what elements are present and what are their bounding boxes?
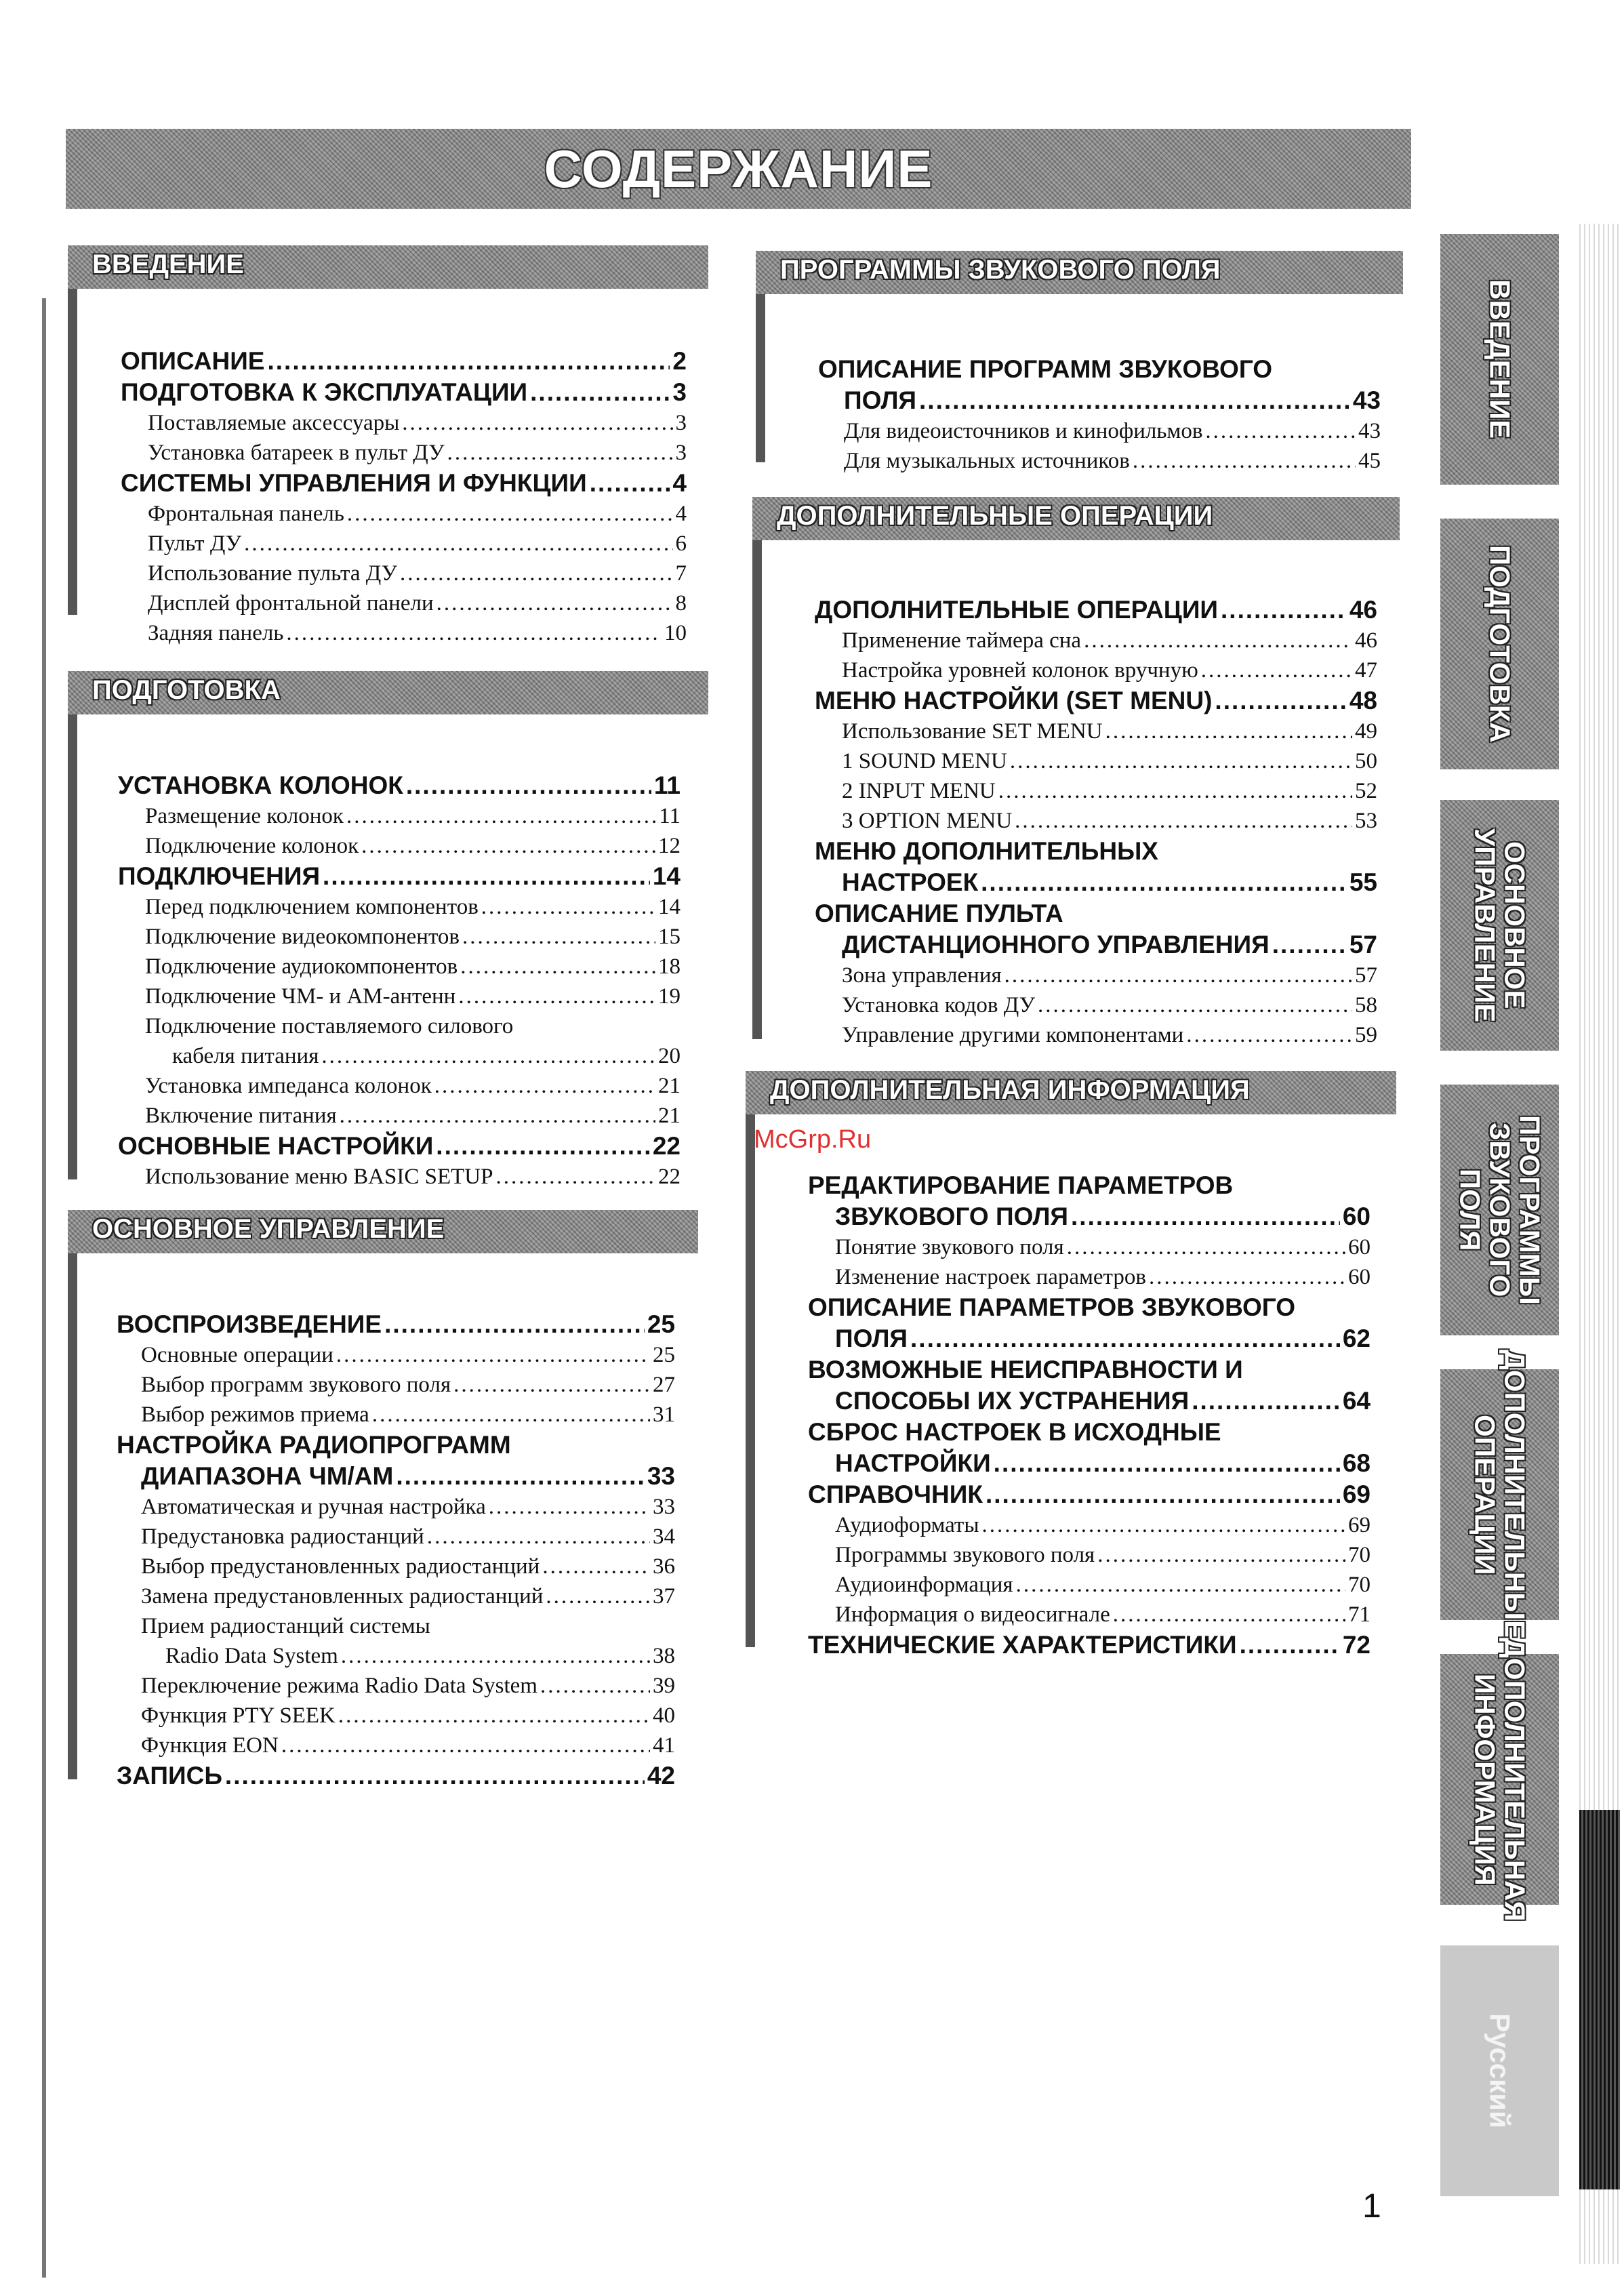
toc-entry[interactable]: Аудиоформаты ..... 69 [808, 1513, 1371, 1538]
toc-entry[interactable]: Перед подключением компонентов ..... 14 [118, 895, 681, 920]
toc-entry[interactable]: Установка кодов ДУ ..... 58 [815, 993, 1377, 1018]
side-tab-osnovnoe[interactable]: ОСНОВНОЕ УПРАВЛЕНИЕ [1440, 800, 1559, 1051]
section-header: ДОПОЛНИТЕЛЬНЫЕ ОПЕРАЦИИ [752, 497, 1400, 540]
section-programmy [756, 251, 1403, 473]
toc-entry[interactable]: Выбор программ звукового поля ..... 27 [117, 1373, 675, 1398]
toc-entry[interactable]: Включение питания ..... 21 [118, 1104, 681, 1129]
section-header: ПРОГРАММЫ ЗВУКОВОГО ПОЛЯ [756, 251, 1403, 294]
section-dop-operacii [752, 497, 1400, 1047]
toc-entry[interactable]: УСТАНОВКА КОЛОНОК ..... 11 [118, 771, 681, 800]
toc-entry[interactable]: Фронтальная панель ..... 4 [121, 502, 687, 527]
toc-entry[interactable]: Для музыкальных источников ..... 45 [818, 449, 1381, 474]
toc-entry[interactable]: Понятие звукового поля ..... 60 [808, 1235, 1371, 1260]
toc-entry[interactable]: ОСНОВНЫЕ НАСТРОЙКИ ..... 22 [118, 1132, 681, 1160]
section-header: ВВЕДЕНИЕ [68, 245, 708, 289]
section-vvedenie [68, 245, 708, 645]
toc-entry-line[interactable]: СБРОС НАСТРОЕК В ИСХОДНЫЕ [808, 1418, 1221, 1446]
toc-entry[interactable]: Пульт ДУ ..... 6 [121, 531, 687, 557]
toc-entry[interactable]: Установка импеданса колонок ..... 21 [118, 1074, 681, 1099]
toc-entry[interactable]: Применение таймера сна ..... 46 [815, 628, 1377, 653]
toc-entry[interactable]: 2 INPUT MENU ..... 52 [815, 779, 1377, 804]
section-bar [752, 497, 762, 1039]
toc-entry[interactable]: СИСТЕМЫ УПРАВЛЕНИЯ И ФУНКЦИИ ..... 4 [121, 469, 687, 498]
toc-entry-line[interactable]: МЕНЮ ДОПОЛНИТЕЛЬНЫХ [815, 837, 1158, 865]
side-tab-dop-operacii[interactable]: ДОПОЛНИТЕЛЬНЫЕ ОПЕРАЦИИ [1440, 1369, 1559, 1620]
side-tab-podgotovka[interactable]: ПОДГОТОВКА [1440, 519, 1559, 769]
toc-entry[interactable]: Подключение колонок ..... 12 [118, 834, 681, 859]
toc-entry[interactable]: Замена предустановленных радиостанций ..... 37 [117, 1584, 675, 1609]
toc-entry[interactable]: СПОСОБЫ ИХ УСТРАНЕНИЯ ..... 64 [808, 1387, 1371, 1415]
toc-entry[interactable]: 1 SOUND MENU ..... 50 [815, 749, 1377, 774]
toc-entry[interactable]: Дисплей фронтальной панели ..... 8 [121, 591, 687, 616]
toc-entry[interactable]: Переключение режима Radio Data System ..... 39 [117, 1674, 675, 1699]
toc-entry[interactable]: Использование пульта ДУ ..... 7 [121, 561, 687, 586]
toc-entry[interactable]: Аудиоинформация ..... 70 [808, 1573, 1371, 1598]
toc-entry[interactable]: ДОПОЛНИТЕЛЬНЫЕ ОПЕРАЦИИ ..... 46 [815, 596, 1377, 624]
side-tab-dop-info[interactable]: ДОПОЛНИТЕЛЬНАЯ ИНФОРМАЦИЯ [1440, 1654, 1559, 1905]
toc-entry[interactable]: ЗВУКОВОГО ПОЛЯ ..... 60 [808, 1203, 1371, 1231]
toc-entry[interactable]: ТЕХНИЧЕСКИЕ ХАРАКТЕРИСТИКИ ..... 72 [808, 1631, 1371, 1659]
toc-entry[interactable]: Информация о видеосигнале ..... 71 [808, 1602, 1371, 1628]
section-header: ДОПОЛНИТЕЛЬНАЯ ИНФОРМАЦИЯ [746, 1071, 1396, 1114]
toc-entry[interactable]: Подключение аудиокомпонентов ..... 18 [118, 954, 681, 979]
toc-entry[interactable]: Программы звукового поля ..... 70 [808, 1543, 1371, 1568]
toc-entry[interactable]: Предустановка радиостанций ..... 34 [117, 1524, 675, 1550]
toc-entry[interactable]: Функция PTY SEEK ..... 40 [117, 1703, 675, 1729]
side-tab-vvedenie[interactable]: ВВЕДЕНИЕ [1440, 234, 1559, 485]
toc-entry-line[interactable]: НАСТРОЙКА РАДИОПРОГРАММ [117, 1431, 511, 1459]
section-header: ОСНОВНОЕ УПРАВЛЕНИЕ [68, 1210, 698, 1253]
toc-entry[interactable]: СПРАВОЧНИК ..... 69 [808, 1480, 1371, 1509]
toc-entry[interactable]: Изменение настроек параметров ..... 60 [808, 1265, 1371, 1290]
toc-entry-line[interactable]: ВОЗМОЖНЫЕ НЕИСПРАВНОСТИ И [808, 1356, 1243, 1383]
section-bar [68, 245, 77, 615]
toc-entry-line[interactable]: Прием радиостанций системы [141, 1614, 430, 1638]
scan-edge-dark [1579, 1810, 1620, 2189]
toc-entry[interactable]: ПОЛЯ ..... 43 [818, 386, 1381, 415]
side-tab-russkiy[interactable]: Русский [1440, 1945, 1559, 2196]
toc-entry[interactable]: ЗАПИСЬ ..... 42 [117, 1762, 675, 1790]
section-header: ПОДГОТОВКА [68, 671, 708, 714]
toc-entry[interactable]: ОПИСАНИЕ ..... 2 [121, 347, 687, 376]
toc-entry[interactable]: Управление другими компонентами ..... 59 [815, 1023, 1377, 1048]
toc-entry[interactable]: ДИСТАНЦИОННОГО УПРАВЛЕНИЯ ..... 57 [815, 931, 1377, 959]
section-osnovnoe [68, 1210, 698, 1790]
toc-entry[interactable]: МЕНЮ НАСТРОЙКИ (SET MENU) ..... 48 [815, 687, 1377, 715]
toc-entry[interactable]: ПОЛЯ ..... 62 [808, 1325, 1371, 1353]
watermark: McGrp.Ru [754, 1125, 872, 1154]
toc-entry[interactable]: Установка батареек в пульт ДУ ..... 3 [121, 441, 687, 466]
toc-entry[interactable]: ВОСПРОИЗВЕДЕНИЕ ..... 25 [117, 1310, 675, 1339]
toc-entry[interactable]: Для видеоисточников и кинофильмов ..... 43 [818, 419, 1381, 444]
scan-edge-line [42, 298, 46, 2278]
toc-entry[interactable]: Поставляемые аксессуары ..... 3 [121, 411, 687, 436]
toc-entry[interactable]: Функция EON ..... 41 [117, 1733, 675, 1758]
toc-entry-line[interactable]: ОПИСАНИЕ ПРОГРАММ ЗВУКОВОГО [818, 355, 1273, 383]
toc-entry[interactable]: Подключение видеокомпонентов ..... 15 [118, 925, 681, 950]
page-title: СОДЕРЖАНИЕ [544, 138, 933, 199]
toc-entry[interactable]: НАСТРОЙКИ ..... 68 [808, 1449, 1371, 1478]
toc-entry[interactable]: кабеля питания ..... 20 [118, 1044, 681, 1069]
toc-entry-line[interactable]: Подключение поставляемого силового [145, 1014, 514, 1038]
toc-entry[interactable]: ДИАПАЗОНА ЧМ/АМ ..... 33 [117, 1462, 675, 1491]
toc-entry-line[interactable]: РЕДАКТИРОВАНИЕ ПАРАМЕТРОВ [808, 1171, 1234, 1199]
toc-entry[interactable]: Размещение колонок ..... 11 [118, 804, 681, 829]
section-bar [746, 1071, 755, 1647]
section-podgotovka [68, 671, 708, 1189]
toc-entry[interactable]: ПОДКЛЮЧЕНИЯ ..... 14 [118, 862, 681, 891]
section-bar [68, 671, 77, 1179]
toc-entry[interactable]: Настройка уровней колонок вручную ..... 47 [815, 658, 1377, 683]
section-dop-info [746, 1071, 1396, 1659]
page-number: 1 [1362, 2187, 1381, 2225]
toc-entry-line[interactable]: ОПИСАНИЕ ПУЛЬТА [815, 900, 1063, 927]
toc-entry[interactable]: Использование SET MENU ..... 49 [815, 719, 1377, 744]
toc-entry[interactable]: Зона управления ..... 57 [815, 963, 1377, 988]
toc-entry[interactable]: Подключение ЧМ- и АМ-антенн ..... 19 [118, 984, 681, 1009]
toc-entry[interactable]: Radio Data System ..... 38 [117, 1644, 675, 1669]
toc-entry[interactable]: Использование меню BASIC SETUP ..... 22 [118, 1165, 681, 1190]
toc-entry[interactable]: Выбор режимов приема ..... 31 [117, 1402, 675, 1428]
toc-entry[interactable]: Основные операции ..... 25 [117, 1343, 675, 1368]
side-tab-programmy[interactable]: ПРОГРАММЫ ЗВУКОВОГО ПОЛЯ [1440, 1085, 1559, 1335]
section-bar [68, 1210, 77, 1779]
toc-entry[interactable]: Выбор предустановленных радиостанций ..... 36 [117, 1554, 675, 1579]
toc-entry[interactable]: 3 OPTION MENU ..... 53 [815, 809, 1377, 834]
toc-entry[interactable]: НАСТРОЕК ..... 55 [815, 868, 1377, 897]
toc-entry[interactable]: Задняя панель ..... 10 [121, 621, 687, 646]
toc-entry[interactable]: Автоматическая и ручная настройка ..... 33 [117, 1495, 675, 1520]
toc-entry[interactable]: ПОДГОТОВКА К ЭКСПЛУАТАЦИИ ..... 3 [121, 378, 687, 407]
toc-entry-line[interactable]: ОПИСАНИЕ ПАРАМЕТРОВ ЗВУКОВОГО [808, 1293, 1296, 1321]
title-banner [66, 129, 1411, 209]
